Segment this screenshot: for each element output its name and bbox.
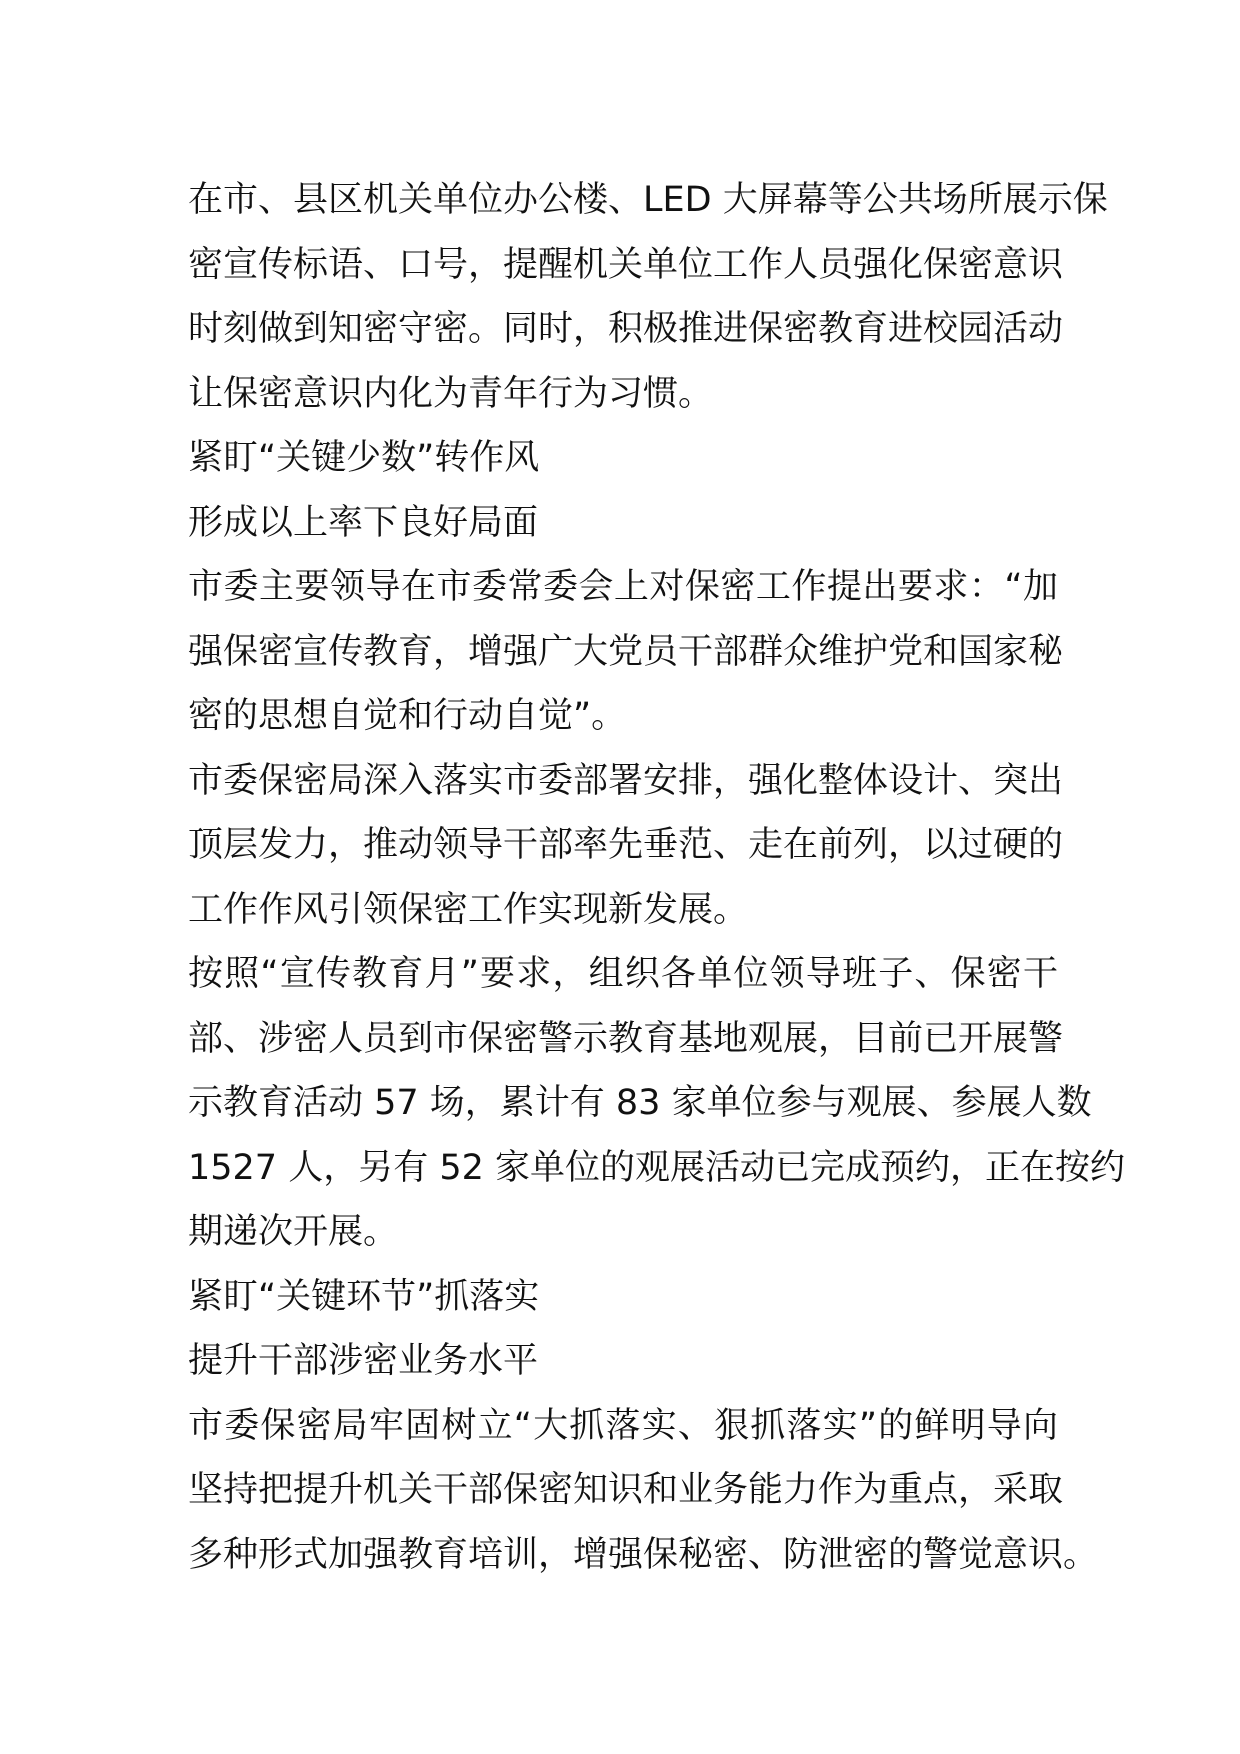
section-heading-line: 形成以上率下良好局面 (188, 502, 539, 543)
text-line: 工作作风引领保密工作实现新发展。 (188, 889, 749, 930)
text-line: 按照“宣传教育月”要求，组织各单位领导班子、保密干 (188, 954, 1058, 994)
text-line: 期递次开展。 (188, 1212, 399, 1252)
text-line: 让保密意识内化为青年行为习惯。 (188, 373, 714, 414)
section-heading-line: 紧盯“关键少数”转作风 (188, 438, 540, 478)
text-line: 坚持把提升机关干部保密知识和业务能力作为重点，采取 (188, 1470, 1064, 1510)
text-line: 多种形式加强教育培训，增强保秘密、防泄密的警觉意识。 (188, 1534, 1099, 1575)
text-line: 部、涉密人员到市保密警示教育基地观展，目前已开展警 (188, 1018, 1064, 1059)
text-line: 在市、县区机关单位办公楼、LED 大屏幕等公共场所展示保 (188, 180, 1108, 220)
text-line: 市委保密局牢固树立“大抓落实、狠抓落实”的鲜明导向 (188, 1405, 1058, 1446)
document-text (188, 168, 1125, 1587)
text-line: 顶层发力，推动领导干部率先垂范、走在前列，以过硬的 (188, 825, 1064, 865)
text-line: 市委主要领导在市委常委会上对保密工作提出要求：“加 (188, 567, 1058, 607)
section-heading-line: 提升干部涉密业务水平 (188, 1341, 539, 1381)
text-line: 强保密宣传教育，增强广大党员干部群众维护党和国家秘 (188, 631, 1064, 672)
text-line: 时刻做到知密守密。同时，积极推进保密教育进校园活动 (188, 309, 1064, 349)
text-line: 密宣传标语、口号，提醒机关单位工作人员强化保密意识 (188, 244, 1064, 285)
section-heading-line: 紧盯“关键环节”抓落实 (188, 1276, 540, 1317)
text-line: 密的思想自觉和行动自觉”。 (188, 696, 627, 736)
text-line: 市委保密局深入落实市委部署安排，强化整体设计、突出 (188, 760, 1064, 801)
text-line: 1527 人，另有 52 家单位的观展活动已完成预约，正在按约 (188, 1147, 1125, 1188)
text-line: 示教育活动 57 场，累计有 83 家单位参与观展、参展人数 (188, 1083, 1092, 1123)
